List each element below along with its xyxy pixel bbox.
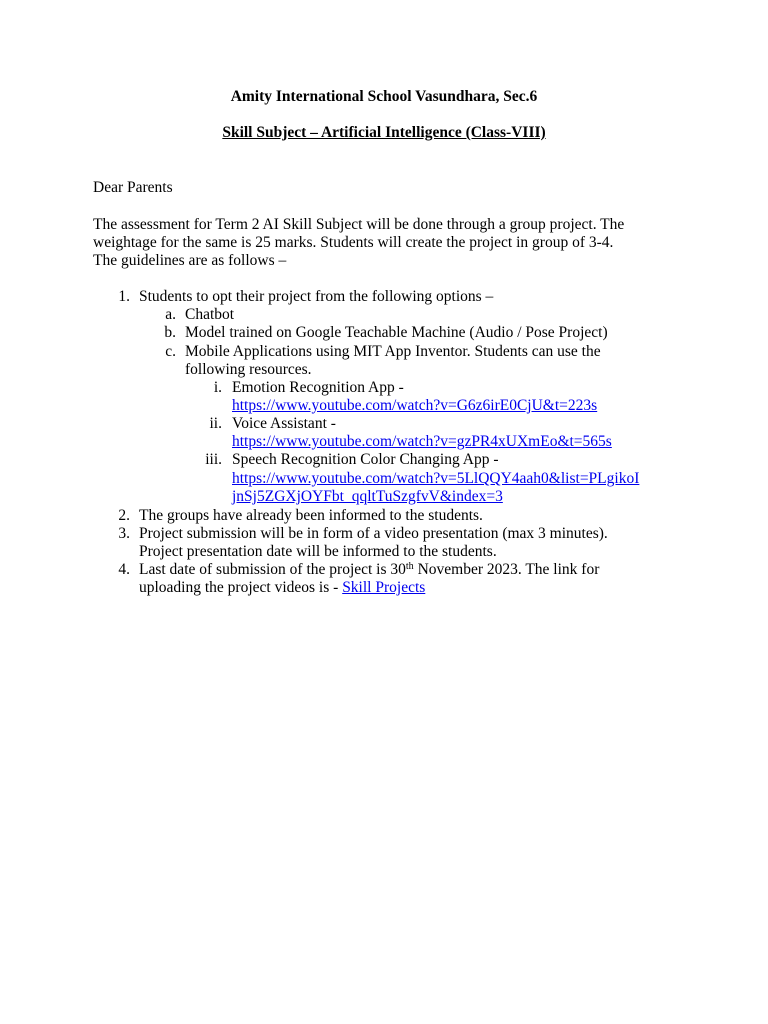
resource-numeral-ii: ii. [209,415,222,432]
resource-numeral-i: i. [213,379,222,396]
list-item-3-text: Project submission will be in form of a video presentation (max 3 minutes). [139,525,608,542]
greeting: Dear Parents [93,179,173,196]
intro-line-2: weightage for the same is 25 marks. Students will create the project in group of 3-4. [93,234,614,251]
intro-line-1: The assessment for Term 2 AI Skill Subject will be done through a group project. The [93,216,625,233]
resource-emotion-title: Emotion Recognition App - [232,379,404,396]
resource-voice-title: Voice Assistant - [232,415,336,432]
resource-voice-link[interactable]: https://www.youtube.com/watch?v=gzPR4xUXmEo&t=565s [232,433,612,450]
list-item-2-text: The groups have already been informed to the students. [139,507,483,524]
resource-speech-link-cont[interactable]: jnSj5ZGXjOYFbt_qqltTuSzgfvV&index=3 [232,488,503,505]
option-letter-a: a. [165,306,176,323]
list-item-4-upload-text: uploading the project videos is - [139,579,343,596]
school-title: Amity International School Vasundhara, Sec.6 [230,88,538,105]
option-chatbot: Chatbot [185,306,235,323]
resource-speech-title: Speech Recognition Color Changing App - [232,451,499,468]
list-item-4-text-cont [139,579,425,597]
list-item-4-text-a: Last date of submission of the project is 30 [139,561,406,578]
list-number-3: 3. [118,525,130,542]
list-item-4-text [139,561,599,579]
subject-title [0,124,768,142]
intro-line-3: The guidelines are as follows – [93,252,287,269]
list-item-4-text-b: November 2023. The link for [413,561,600,578]
ordinal-suffix: th [405,561,414,572]
resource-emotion-link[interactable]: https://www.youtube.com/watch?v=G6z6irE0CjU&t=223s [232,397,598,414]
skill-projects-link[interactable]: Skill Projects [342,579,426,596]
list-item-3-text-cont: Project presentation date will be informed to the students. [139,543,497,560]
list-number-1: 1. [118,288,130,305]
resource-numeral-iii: iii. [205,451,222,468]
option-letter-b: b. [164,324,176,341]
option-letter-c: c. [165,343,176,360]
option-mit-app-inventor-cont: following resources. [185,361,312,378]
resource-speech-link[interactable]: https://www.youtube.com/watch?v=5LlQQY4aah0&list=PLgikoI [232,470,640,487]
option-teachable-machine: Model trained on Google Teachable Machine (Audio / Pose Project) [185,324,608,341]
list-item-1-text: Students to opt their project from the following options – [139,288,494,305]
list-number-4: 4. [118,561,130,578]
subject-title-text: Skill Subject – Artificial Intelligence (Class-VIII) [222,124,546,141]
list-number-2: 2. [118,507,130,524]
option-mit-app-inventor: Mobile Applications using MIT App Inventor. Students can use the [185,343,601,360]
